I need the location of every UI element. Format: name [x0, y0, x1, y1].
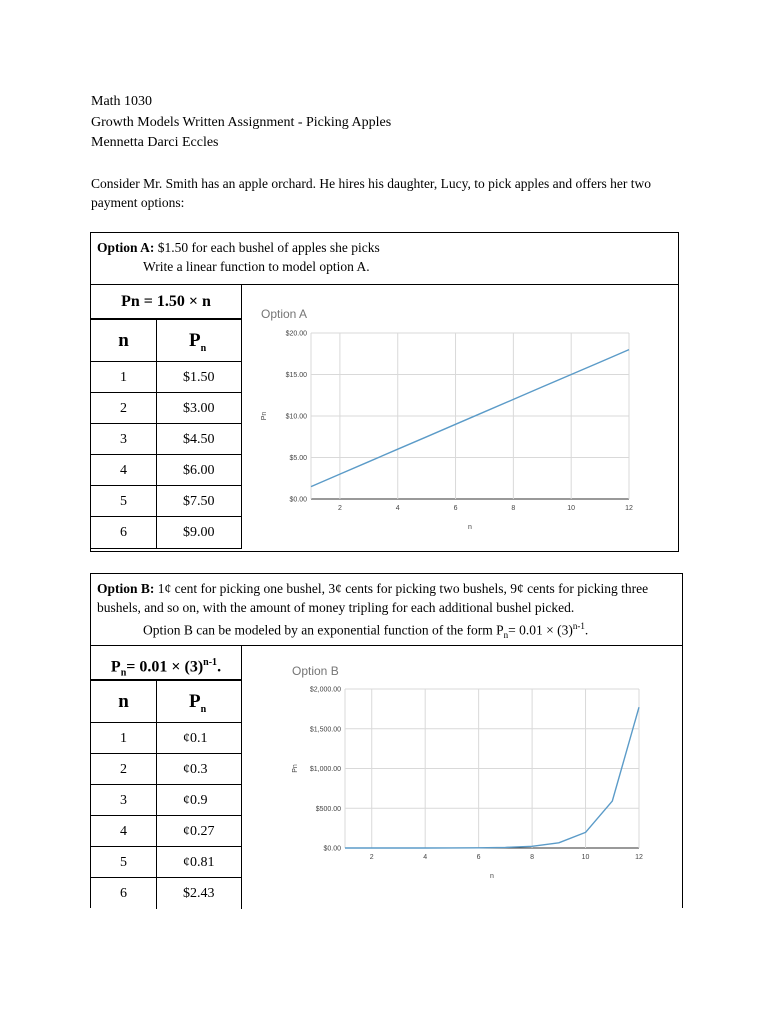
- table-row: [91, 785, 242, 816]
- cell-n: 4: [91, 455, 157, 485]
- x-tick-label: 8: [530, 854, 535, 861]
- option-b-chart: [277, 656, 649, 888]
- column-header-pn: $P_n$: [157, 681, 242, 722]
- table-row: [91, 517, 242, 549]
- option-a-text: $1.50 for each bushel of apples she picks: [154, 240, 380, 255]
- cell-pn: $3.00: [157, 393, 242, 423]
- cell-pn: ¢0.9: [157, 785, 242, 815]
- cell-pn: $4.50: [157, 424, 242, 454]
- cell-pn: $1.50: [157, 362, 242, 392]
- document-header: [91, 92, 391, 154]
- column-header-n: n: [91, 320, 157, 361]
- table-row: [91, 754, 242, 785]
- y-tick-label: $10.00: [285, 413, 307, 421]
- y-tick-label: $20.00: [285, 330, 307, 338]
- cell-n: 2: [91, 393, 157, 423]
- y-axis-label: Pn: [261, 411, 268, 421]
- y-tick-label: $1,500.00: [309, 726, 341, 734]
- cell-pn: ¢0.3: [157, 754, 242, 784]
- cell-n: 3: [91, 785, 157, 815]
- assignment-title: Growth Models Written Assignment - Picking Apples: [91, 114, 392, 130]
- cell-pn: $7.50: [157, 486, 242, 516]
- intro-paragraph: Consider Mr. Smith has an apple orchard. He hires his daughter, Lucy, to pick apples and offers her two payment options:: [91, 176, 651, 210]
- cell-n: 1: [91, 362, 157, 392]
- cell-n: 6: [91, 878, 157, 909]
- option-a-chart: [242, 287, 639, 549]
- table-row: [91, 723, 242, 754]
- table-row: [91, 847, 242, 878]
- cell-pn: $2.43: [157, 878, 242, 909]
- column-header-n: n: [91, 681, 157, 722]
- option-a-box: [90, 232, 679, 552]
- option-b-table: [91, 646, 242, 909]
- option-a-label: Option A:: [97, 240, 155, 255]
- table-row: [91, 424, 242, 455]
- cell-n: 1: [91, 723, 157, 753]
- option-a-instruction: Write a linear function to model option A.: [143, 259, 370, 274]
- y-tick-label: $5.00: [289, 455, 307, 462]
- table-row: [91, 878, 242, 909]
- cell-pn: ¢0.27: [157, 816, 242, 846]
- y-tick-label: $2,000.00: [309, 686, 341, 694]
- option-b-box: [90, 573, 683, 908]
- y-axis-label: Pn: [292, 764, 299, 773]
- x-tick-label: 6: [453, 505, 458, 512]
- x-tick-label: 4: [423, 854, 428, 861]
- cell-pn: ¢0.81: [157, 847, 242, 877]
- x-tick-label: 2: [337, 505, 342, 512]
- x-tick-label: 6: [476, 854, 481, 861]
- x-tick-label: 10: [567, 505, 576, 512]
- option-b-label: Option B:: [97, 581, 155, 596]
- cell-pn: $6.00: [157, 455, 242, 485]
- y-tick-label: $0.00: [289, 496, 307, 504]
- x-tick-label: 12: [635, 854, 643, 861]
- option-b-instruction: Option B can be modeled by an exponential function of the form $P_n= 0.01 \times (3)^{n-1}$.: [143, 621, 589, 641]
- table-row: [91, 486, 242, 517]
- option-b-description: [91, 574, 682, 646]
- cell-pn: $9.00: [157, 517, 242, 548]
- table-row: [91, 455, 242, 486]
- x-tick-label: 4: [395, 505, 400, 512]
- x-tick-label: 8: [511, 505, 516, 512]
- chart-title: Option B: [292, 664, 339, 678]
- table-header-row: [91, 681, 242, 723]
- chart-title: Option A: [261, 307, 308, 321]
- option-a-table: [91, 285, 242, 549]
- cell-pn: ¢0.1: [157, 723, 242, 753]
- x-tick-label: 12: [625, 505, 633, 512]
- table-header-row: [91, 320, 242, 362]
- option-b-text: 1¢ cent for picking one bushel, 3¢ cents for picking two bushels, 9¢ cents for picking three bushels, and so on, with the amount of money tripling for each additional bushel picked.: [97, 581, 649, 615]
- author-name: Mennetta Darci Eccles: [91, 135, 219, 150]
- cell-n: 6: [91, 517, 157, 548]
- cell-n: 4: [91, 816, 157, 846]
- y-tick-label: $500.00: [315, 805, 341, 813]
- column-header-pn: $P_n$: [157, 320, 242, 361]
- x-axis-label: n: [468, 524, 472, 531]
- cell-n: 5: [91, 486, 157, 516]
- y-tick-label: $15.00: [285, 372, 307, 379]
- option-b-formula: $P_n= 0.01 \times (3)^{n-1}$.: [91, 646, 242, 681]
- table-row: [91, 816, 242, 847]
- y-tick-label: $1,000.00: [309, 766, 341, 773]
- option-a-description: [91, 233, 678, 285]
- option-a-formula: Pn = 1.50 × n: [91, 285, 242, 320]
- table-row: [91, 362, 242, 393]
- x-tick-label: 10: [581, 854, 590, 861]
- x-tick-label: 2: [369, 854, 374, 861]
- y-tick-label: $0.00: [323, 845, 341, 853]
- cell-n: 5: [91, 847, 157, 877]
- cell-n: 2: [91, 754, 157, 784]
- table-row: [91, 393, 242, 424]
- x-axis-label: n: [490, 873, 494, 880]
- cell-n: 3: [91, 424, 157, 454]
- course-title: Math 1030: [91, 94, 153, 109]
